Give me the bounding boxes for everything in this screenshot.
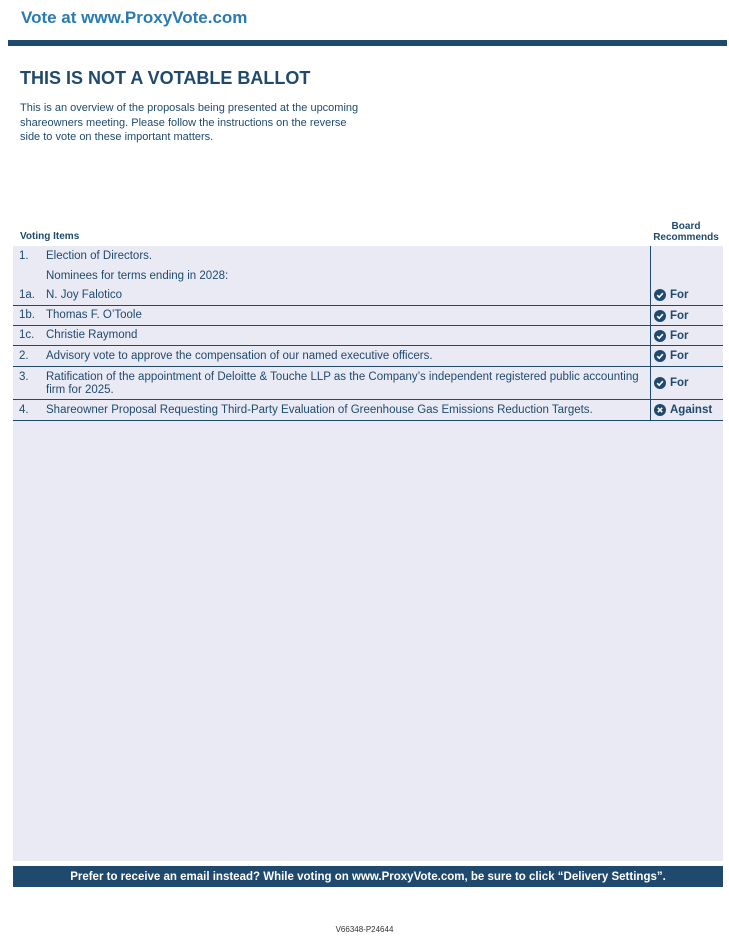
recommendation-cell <box>650 400 724 420</box>
check-circle-icon <box>654 350 666 362</box>
item-number: 1c. <box>19 329 35 341</box>
item-text: Ratification of the appointment of Deloitte & Touche LLP as the Company’s independent registered public accounting firm for 2025. <box>46 371 639 396</box>
item-number: 1a. <box>19 289 35 301</box>
recommendation-label: For <box>670 309 689 322</box>
table-row <box>13 246 723 266</box>
recommendation-label: For <box>670 377 689 389</box>
item-text: Nominees for terms ending in 2028: <box>46 270 229 282</box>
table-row <box>13 346 723 367</box>
item-text: Shareowner Proposal Requesting Third-Party Evaluation of Greenhouse Gas Emissions Reduction Targets. <box>46 404 593 416</box>
item-number: 4. <box>19 404 29 416</box>
check-circle-icon <box>654 310 666 322</box>
table-row <box>13 326 723 346</box>
item-text: Thomas F. O’Toole <box>46 309 142 321</box>
board-recommends-header: Board Recommends <box>653 221 719 243</box>
recommendation-cell <box>650 306 724 325</box>
recommendation-cell <box>650 285 724 305</box>
document-code: V66348-P24644 <box>335 925 394 934</box>
table-row <box>13 367 723 400</box>
item-text: Election of Directors. <box>46 250 153 262</box>
item-text: N. Joy Falotico <box>46 289 123 301</box>
table-row <box>13 285 723 306</box>
recommendation-badge <box>654 330 689 342</box>
table-row <box>13 306 723 326</box>
item-text: Advisory vote to approve the compensation of our named executive officers. <box>46 350 433 362</box>
check-circle-icon <box>654 330 666 342</box>
recommendation-badge <box>654 404 712 416</box>
table-row <box>13 266 723 285</box>
item-number: 1b. <box>19 309 35 321</box>
page-title: THIS IS NOT A VOTABLE BALLOT <box>20 68 311 88</box>
voting-table <box>13 246 723 421</box>
recommendation-label: For <box>670 289 689 301</box>
item-number: 1. <box>19 250 29 262</box>
banner-text: Prefer to receive an email instead? While voting on www.ProxyVote.com, be sure to click “Delivery Settings”. <box>70 870 666 883</box>
header-divider <box>8 40 727 46</box>
item-number: 3. <box>19 371 29 383</box>
recommendation-cell <box>650 326 724 345</box>
check-circle-icon <box>654 289 666 301</box>
check-circle-icon <box>654 377 666 389</box>
item-number: 2. <box>19 350 29 362</box>
recommendation-cell <box>650 346 724 366</box>
recommendation-badge <box>654 350 689 362</box>
recommendation-badge <box>654 289 689 301</box>
recommendation-badge <box>654 377 689 389</box>
x-circle-icon <box>654 404 666 416</box>
recommendation-label: Against <box>670 404 713 416</box>
item-text: Christie Raymond <box>46 329 138 341</box>
recommendation-label: For <box>670 350 689 362</box>
voting-items-header: Voting Items <box>20 231 80 242</box>
intro-text: This is an overview of the proposals being presented at the upcoming shareowners meeting. Please follow the instructions on the reverse side to vote on these important matters. <box>20 102 359 143</box>
table-row <box>13 400 723 421</box>
recommendation-cell <box>650 266 724 285</box>
recommendation-cell <box>650 246 724 266</box>
delivery-settings-banner <box>13 866 723 887</box>
recommendation-cell <box>650 367 724 399</box>
recommendation-badge <box>654 310 689 322</box>
vote-link[interactable]: Vote at www.ProxyVote.com <box>21 8 248 27</box>
recommendation-label: For <box>670 329 689 342</box>
